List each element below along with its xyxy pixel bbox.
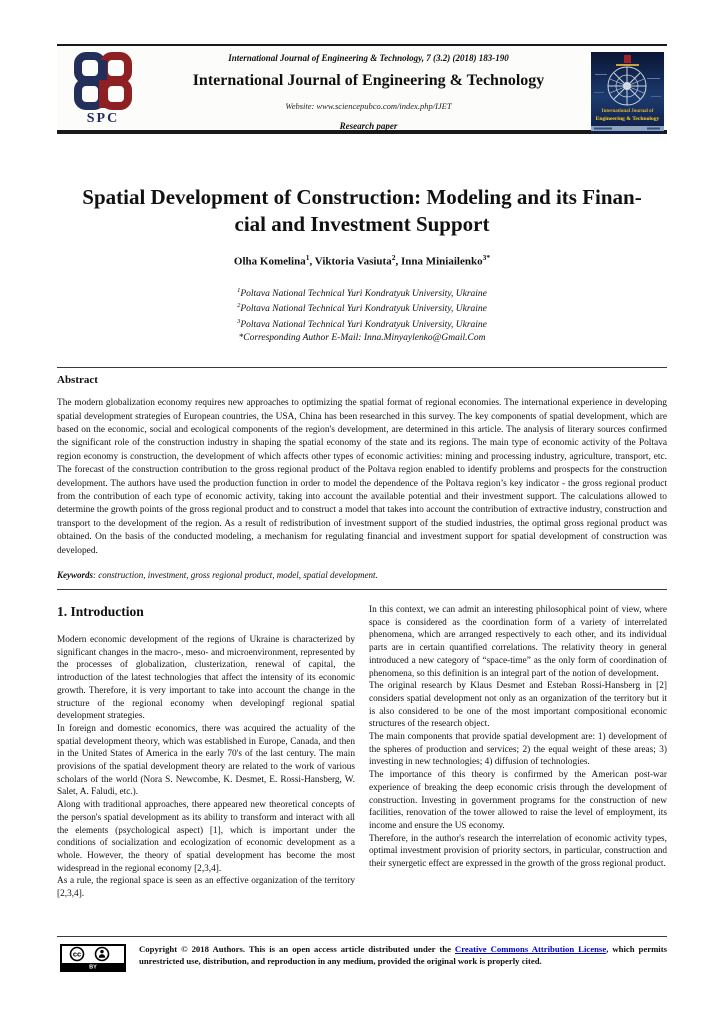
body-paragraph: In this context, we can admit an interesting philosophical point of view, where space is considered as the coordination form of a variety of interrelated phenomena, which are arranged respectively to each other, and its individual parts are in certain quantified correlations. The relativity theory in general introduced a new category of “space-time” as the only form of coordination of phenomena, so this definition is an integral part of the notion of development. <box>369 605 667 679</box>
abstract-heading: Abstract <box>57 374 98 387</box>
corresponding-author-line: *Corresponding Author E-Mail: Inna.Minyaylenko@Gmail.Com <box>238 332 486 343</box>
svg-text:BY: BY <box>89 964 97 971</box>
cc-by-license-badge[interactable] <box>60 944 126 977</box>
author-name: Inna Miniailenko <box>400 255 483 268</box>
journal-cover-thumbnail <box>591 52 664 134</box>
author-sup: 3* <box>482 253 491 262</box>
affiliation-line: $^2$Poltava National Technical Yuri Kondratyuk University, Ukraine <box>237 302 487 315</box>
svg-text:cc: cc <box>72 949 82 959</box>
svg-text:Engineering & Technology: Engineering & Technology <box>595 116 660 122</box>
body-paragraph: Modern economic development of the regions of Ukraine is characterized by significant changes in the macro-, meso- and microenvironment, represented by the processes of globalization, clusterization, renewal of capital, the introduction of the latest technologies that affect the intensity of its economic growth. Therefore, it is very important to take into account the change in the structure of the regional economy when developingf regional spatial development strategies. <box>57 635 355 722</box>
divider-above-abstract <box>57 367 667 368</box>
divider-below-keywords <box>57 589 667 590</box>
left-column <box>57 604 355 901</box>
journal-header <box>57 44 667 134</box>
paper-type-label: Research paper <box>339 121 398 131</box>
keywords-label: Keywords <box>57 570 93 580</box>
author-name: Viktoria Vasiuta <box>314 255 392 268</box>
journal-cover-icon <box>591 52 664 134</box>
license-footer <box>57 936 667 977</box>
cc-by-badge-icon <box>60 944 126 972</box>
keywords-list: : construction, investment, gross regional product, model, spatial development. <box>93 570 378 580</box>
copyright-text: Copyright © 2018 Authors. This is an open access article distributed under the Creative Commons Attribution License, which permits unrestricted use, distribution, and reproduction in any medium, provided the original work is properly cited. <box>139 944 667 966</box>
citation-line: International Journal of Engineering & Technology, 7 (3.2) (2018) 183-190 <box>228 53 509 63</box>
journal-title: International Journal of Engineering & Technology <box>192 72 545 89</box>
authors-line: Olha Komelina$^1$, Viktoria Vasiuta$^2$, Inna Miniailenko$^{3*}$ <box>233 253 491 268</box>
article-title-line1: Spatial Development of Construction: Modeling and its Finan- <box>82 185 642 209</box>
affiliation-line: $^3$Poltava National Technical Yuri Kondratyuk University, Ukraine <box>237 317 487 331</box>
affiliation-line: $^1$Poltava National Technical Yuri Kondratyuk University, Ukraine <box>237 286 487 299</box>
cc-license-link[interactable]: Creative Commons Attribution License <box>454 944 607 954</box>
body-paragraph: Along with traditional approaches, there appeared new theoretical concepts of the person's spatial development as its ability to transform and interact with all the elements (psychological aspect) [1], which is important under the conditions of socialization and ecologization of economic development as a whole. However, the theory of spatial development has become the most widespread in the regional economy [2,3,4]. <box>57 800 355 874</box>
cc-icon <box>71 948 84 961</box>
affiliations-block <box>57 285 667 344</box>
abstract-text: The modern globalization economy requires new approaches to optimizing the spatial format of regional economies. The international experience in developing spatial development strategies of European countries, the USA, China has been researched in this survey. The key components of spatial development, which are based on the economic, social and ecological components of the region's development, are determined in this article. The analysis of literary sources confirmed the significant role of the construction industry in shaping the spatial economy of the state and its regions. The main type of economic activity of the Poltava region economy is construction, the development of which affects other types of economic activities: mining and processing industry, agriculture, transport, etc. The forecast of the construction contribution to the gross regional product of the Poltava region enabled to identify problems and prospects for the construction development. The authors have used the production function in order to model the dependence of the Poltava region’s key indicator - the gross regional product from the contribution of each type of economic activity, taking into account the available potential and their investment support. The calculations allowed to determine the growth points of the gross regional product and to construct a model that takes into account the contribution of extractive industry, construction and transport to the development of the region. As a result of redistribution of investment support of the studied industries, the optimal gross regional product was obtained. On the basis of the conducted modeling, a mechanism for regulating financial and investment support for spatial development of construction was developed. <box>57 398 667 556</box>
article-title <box>57 184 667 238</box>
body-paragraph: As a rule, the regional space is seen as an effective organization of the territory [2,3,4]. <box>57 876 355 900</box>
svg-text:International Journal of: International Journal of <box>601 109 654 114</box>
body-paragraph: The main components that provide spatial development are: 1) development of the spheres of production and services; 2) the equal weight of these areas; 3) investing in new technologies; 4) diffusion of technologies. <box>369 732 667 768</box>
right-column <box>369 604 667 901</box>
author-sup: 2 <box>391 253 396 262</box>
spc-logo-icon <box>68 51 138 113</box>
publisher-logo <box>60 51 146 127</box>
body-paragraph: The original research by Klaus Desmet and Esteban Rossi-Hansberg in [2] considers spatial development not only as an organization of the territory but it is also considered to be one of the most important compositional economic structures of the research object. <box>369 681 667 730</box>
body-paragraph: Therefore, in the author's research the interrelation of economic activity types, optimal investment provision of priority sectors, in particular, construction and their synergetic effect are expressed in the growth of the gross regional product. <box>369 833 667 870</box>
keywords-line <box>57 570 667 580</box>
article-title-line2: cial and Investment Support <box>234 212 490 236</box>
body-paragraph: In foreign and domestic economics, there was acquired the actuality of the spatial development theory, which was established in Europe, Canada, and then in the United States of America in the early 70's of the last century. The main provisions of the spatial development theory are related to the work of various scholars of the world (Nora S. Newcombe, K. Desmet, E. Rossi-Hansberg, W. Salet, A. Faludi, etc.). <box>57 723 355 798</box>
body-columns <box>57 604 667 901</box>
author-sup: 1 <box>305 253 310 262</box>
author-name: Olha Komelina <box>233 255 306 268</box>
journal-website-link[interactable]: Website: www.sciencepubco.com/index.php/IJET <box>285 101 452 111</box>
publisher-logo-text: SPC <box>86 111 120 126</box>
body-paragraph: The importance of this theory is confirmed by the American post-war experience of breaking the deep economic crisis through the development of construction. Investing in government programs for the construction of new facilities, renovation of the tower allowed to raise the level of employment, its income and ensure the US economy. <box>369 770 667 831</box>
section-heading-introduction: 1. Introduction <box>57 604 144 619</box>
attribution-person-icon <box>96 948 109 961</box>
